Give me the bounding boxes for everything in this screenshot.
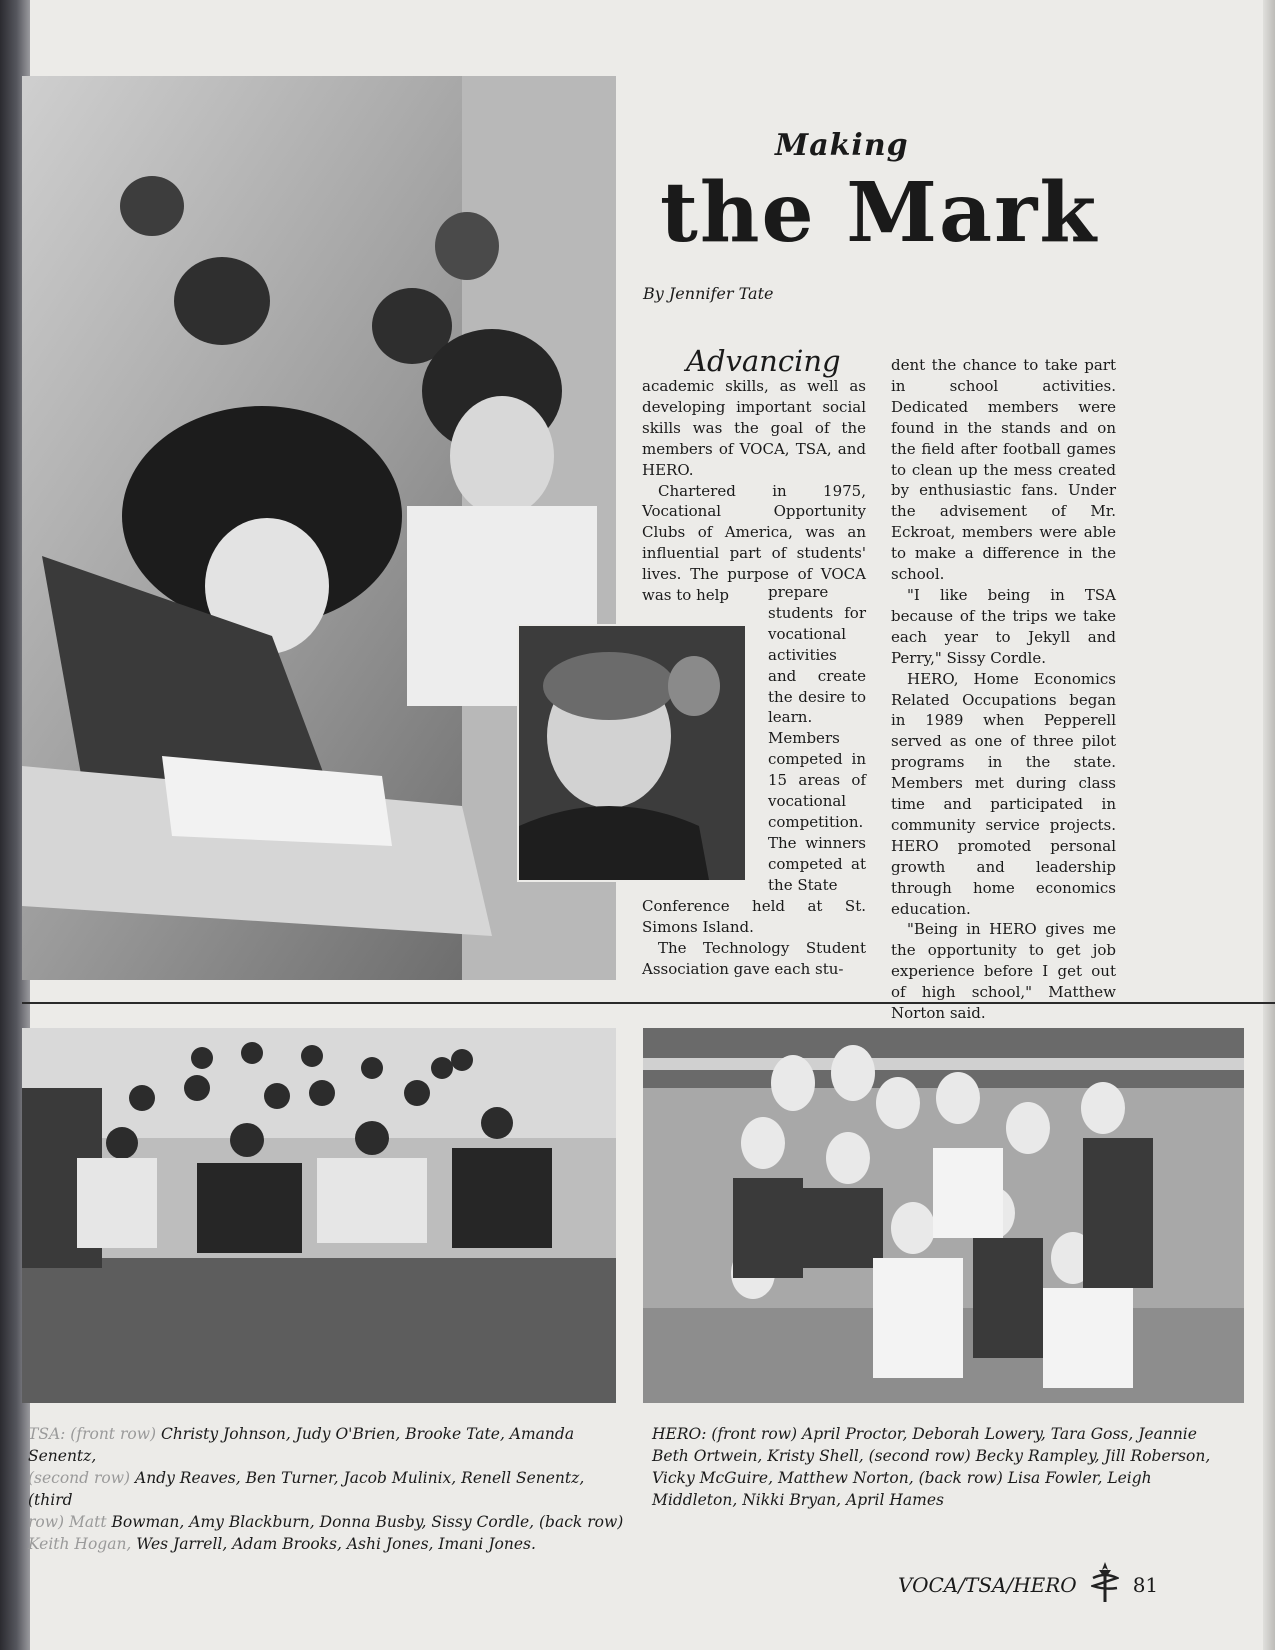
hero-caption: HERO: (front row) April Proctor, Deborah Lowery, Tara Goss, Jeannie Beth Ortwein, Kristy Shell, (second row) Becky Rampley, Jill Roberson, Vicky McGuire, Matthew Norton, (back row) Lisa Fowler, Leigh Middleton, Nikki Bryan, April Hames bbox=[652, 1425, 1211, 1509]
caption-text: Bowman, Amy Blackburn, Donna Busby, Sissy Cordle, (back row) bbox=[106, 1513, 624, 1531]
quote-hero: "Being in HERO gives me the opportunity to get job experience before I get out of high school," Matthew Norton said. bbox=[891, 920, 1116, 1023]
paragraph-voca-wrap: prepare students for vocational activities and create the desire to learn. Members competed in 15 areas of vocational competition. The winners competed at the State bbox=[768, 583, 866, 894]
section-divider bbox=[22, 1002, 1275, 1004]
caption-faded-text: Keith Hogan, bbox=[28, 1535, 132, 1553]
caption-faded-text: (second row) bbox=[28, 1469, 131, 1487]
caption-text: Andy Reaves, Ben Turner, Jacob Mulinix, Renell Senentz, (third bbox=[28, 1469, 585, 1509]
tsa-caption bbox=[28, 1423, 628, 1555]
page-title: the Mark bbox=[660, 165, 1099, 261]
paragraph-hero: HERO, Home Economics Related Occupations began in 1989 when Pepperell served as one of three pilot programs in the state. Members met during class time and participated in community service projects. HERO promoted personal growth and leadership through home economics education. bbox=[891, 669, 1116, 918]
tsa-group-photo bbox=[22, 1028, 616, 1403]
article-column-1-bottom bbox=[642, 896, 866, 980]
caption-faded-text: TSA: (front row) bbox=[28, 1425, 157, 1443]
caption-text: Wes Jarrell, Adam Brooks, Ashi Jones, Imani Jones. bbox=[131, 1535, 536, 1553]
quote-tsa: "I like being in TSA because of the trips we take each year to Jekyll and Perry," Sissy Cordle. bbox=[891, 585, 1116, 667]
paragraph-voca-tail: Conference held at St. Simons Island. bbox=[642, 897, 866, 936]
paragraph-tsa-cont: dent the chance to take part in school activities. Dedicated members were found in the stands and on the field after football games to clean up the mess created by enthusiastic fans. Under the advisement of Mr. Eckroat, members were able to make a difference in the school. bbox=[891, 356, 1116, 584]
article-column-2 bbox=[891, 355, 1116, 1024]
section-label: VOCA/TSA/HERO bbox=[898, 1572, 1077, 1597]
page-edge bbox=[1263, 0, 1275, 1650]
article-column-1-top bbox=[642, 376, 866, 606]
paragraph-tsa: The Technology Student Association gave each stu- bbox=[642, 938, 866, 978]
lead-word: Advancing bbox=[686, 344, 841, 378]
hero-group-photo bbox=[643, 1028, 1244, 1403]
caption-text: Christy Johnson, Judy O'Brien, Brooke Tate, Amanda Senentz, bbox=[28, 1425, 575, 1465]
paragraph-intro: academic skills, as well as developing important social skills was the goal of the members of VOCA, TSA, and HERO. bbox=[642, 377, 866, 479]
byline: By Jennifer Tate bbox=[643, 284, 774, 303]
torch-emblem-icon bbox=[1091, 1560, 1119, 1609]
paragraph-voca: Chartered in 1975, Vocational Opportunity Clubs of America, was an influential part of students' lives. The purpose of VOCA was to help bbox=[642, 481, 866, 605]
headline-kicker: Making bbox=[775, 128, 909, 163]
article-column-1-wrap bbox=[768, 582, 866, 896]
page-number: 81 bbox=[1132, 1572, 1159, 1597]
student-portrait-photo bbox=[517, 624, 747, 882]
caption-faded-text: row) Matt bbox=[28, 1513, 107, 1531]
page-footer bbox=[898, 1560, 1158, 1609]
